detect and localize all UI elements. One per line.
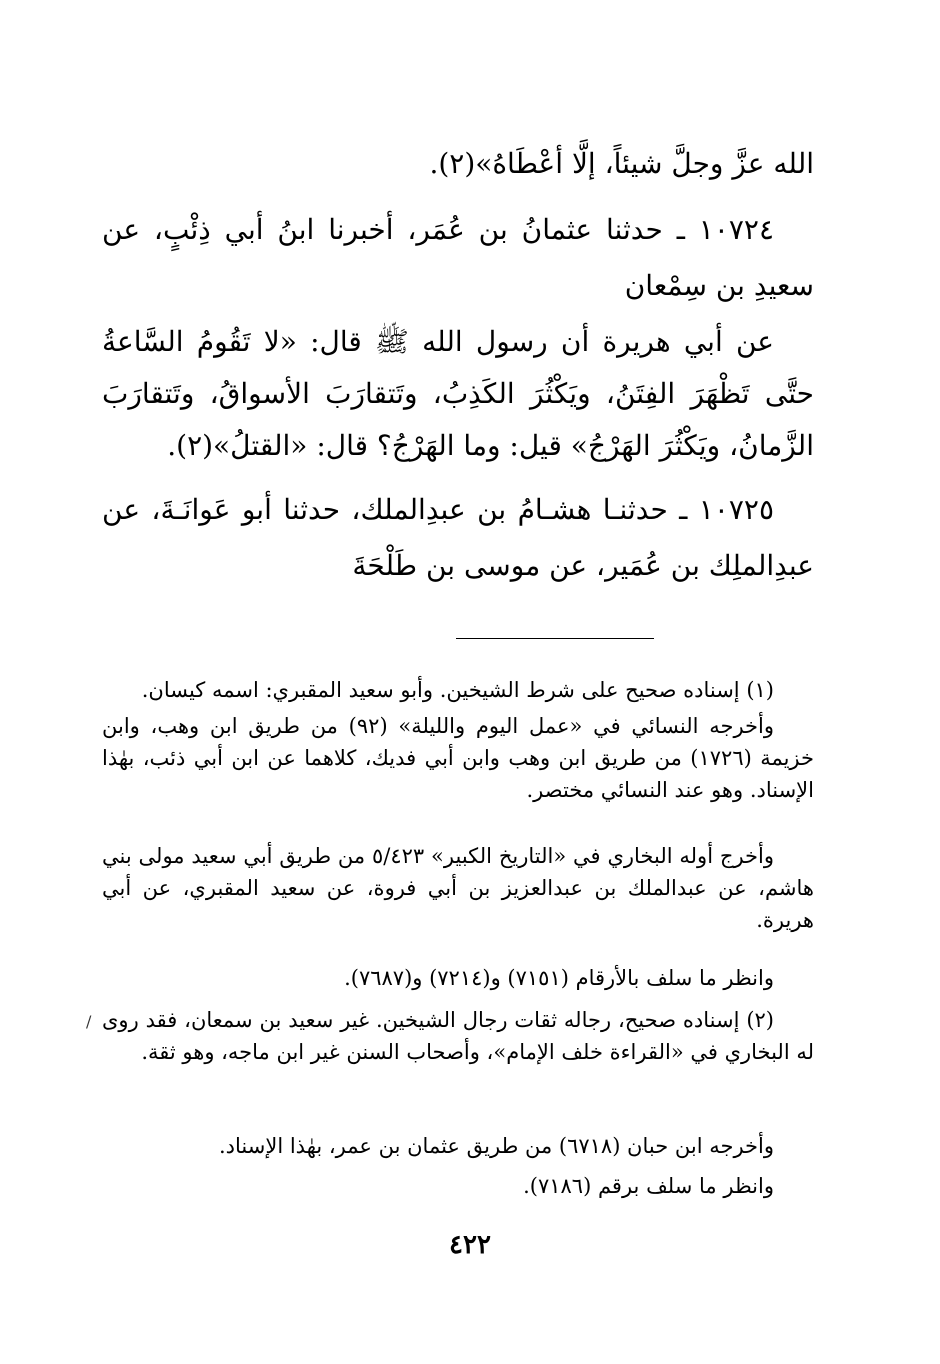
footnote-text: (٢) إسناده صحيح، رجاله ثقات رجال الشيخين. غير سعيد بن سمعان، فقد روى له البخاري في «القراءة خلف الإمام»، وأصحاب السنن غير ابن ماجه، وهو ثقة.: [102, 1008, 814, 1064]
footnote-1-para4: [102, 962, 814, 994]
page-number: ٤٢٢: [449, 1230, 491, 1260]
footnote-2-para3: [102, 1170, 814, 1202]
footnote-1-line1: [102, 674, 814, 706]
footnote-separator: [456, 638, 654, 639]
hadith-10724-isnad: [102, 202, 814, 314]
footnote-text: (١) إسناده صحيح على شرط الشيخين. وأبو سعيد المقبري: اسمه كيسان.: [141, 678, 774, 702]
footnote-text: وأخرجه النسائي في «عمل اليوم والليلة» (٩٢) من طريق ابن وهب، وابن خزيمة (١٧٢٦) من طريق ابن وهب وابن أبي فديك، كلاهما عن ابن أبي ذئب، بهٰذا الإسناد. وهو عند النسائي مختصر.: [102, 714, 815, 802]
footnote-1-para2: [102, 710, 814, 806]
hadith-isnad-text: ١٠٧٢٥ ـ حدثنـا هشـامُ بن عبدِالملك، حدثنا أبو عَوانَـةَ، عن عبدِالملِك بن عُمَير، عن موسى بن طَلْحَةَ: [102, 493, 814, 582]
hadith-10724-matn: [102, 316, 814, 472]
footnote-text: وانظر ما سلف برقم (٧١٨٦).: [523, 1174, 774, 1198]
footnote-text: وأخرج أوله البخاري في «التاريخ الكبير» ٥/٤٢٣ من طريق أبي سعيد مولى بني هاشم، عن عبدالملك بن عبدالعزيز بن أبي فروة، عن سعيد المقبري، عن أبي هريرة.: [102, 844, 814, 932]
hadith-isnad-text: ١٠٧٢٤ ـ حدثنا عثمانُ بن عُمَر، أخبرنا ابنُ أبي ذِئْبٍ، عن سعيدِ بن سِمْعان: [102, 213, 814, 302]
footnote-2-para2: [102, 1130, 814, 1162]
footnote-2-para1: [102, 1004, 814, 1068]
footnote-text: وأخرجه ابن حبان (٦٧١٨) من طريق عثمان بن عمر، بهٰذا الإسناد.: [219, 1134, 774, 1158]
main-text: [102, 136, 814, 192]
hadith-matn-text: عن أبي هريرة أن رسول الله ﷺ قال: «لا تَقُومُ السَّاعةُ حتَّى تَظْهَرَ الفِتَنُ، ويَكْثُرَ الكَذِبُ، وتَتقارَبَ الأسواقُ، وتَتقارَبَ الزَّمانُ، ويَكْثُرَ الهَرْجُ» قيل: وما الهَرْجُ؟ قال: «القتلُ»(٢).: [102, 325, 814, 462]
footnote-text: وانظر ما سلف بالأرقام (٧١٥١) و(٧٢١٤) و(٧٦٨٧).: [344, 966, 774, 990]
footnote-1-para3: [102, 840, 814, 936]
margin-mark: /: [86, 1012, 92, 1031]
hadith-10725-isnad: [102, 482, 814, 594]
continuation-line: الله عزَّ وجلَّ شيئاً، إلَّا أعْطَاهُ»(٢).: [429, 147, 814, 180]
